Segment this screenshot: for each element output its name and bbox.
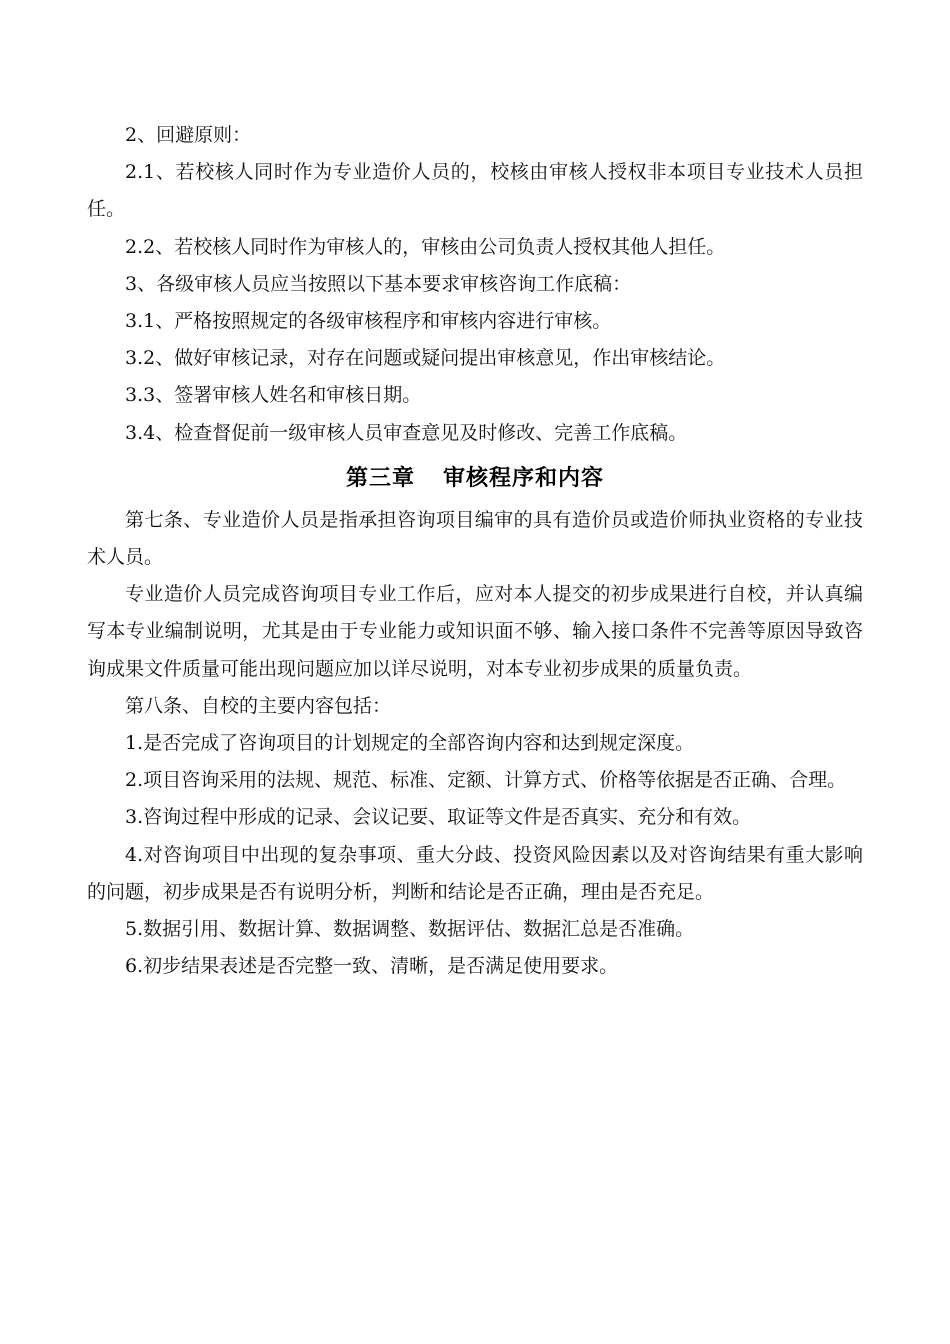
- paragraph-self-check-description: 专业造价人员完成咨询项目专业工作后，应对本人提交的初步成果进行自校，并认真编写本专业编制说明，尤其是由于专业能力或知识面不够、输入接口条件不完善等原因导致咨询成果文件质量可能出现问题应加以详尽说明，对本专业初步成果的质量负责。: [87, 583, 863, 680]
- paragraph-article-8: 第八条、自校的主要内容包括：: [125, 694, 392, 717]
- list-item-1: 1.是否完成了咨询项目的计划规定的全部咨询内容和达到规定深度。: [125, 732, 695, 755]
- list-item-2: 2.项目咨询采用的法规、规范、标准、定额、计算方式、价格等依据是否正确、合理。: [125, 769, 847, 792]
- chapter-heading: [87, 456, 863, 502]
- list-item-5: 5.数据引用、数据计算、数据调整、数据评估、数据汇总是否准确。: [125, 918, 695, 941]
- chapter-number: 第三章: [345, 465, 415, 491]
- document-body: [87, 117, 863, 985]
- paragraph-2-1: 2.1、若校核人同时作为专业造价人员的，校核由审核人授权非本项目专业技术人员担任。: [87, 161, 863, 221]
- paragraph-article-7: 第七条、专业造价人员是指承担咨询项目编审的具有造价员或造价师执业资格的专业技术人员。: [87, 508, 863, 569]
- paragraph-3-2: 3.2、做好审核记录，对存在问题或疑问提出审核意见，作出审核结论。: [125, 347, 726, 370]
- paragraph-3-1: 3.1、严格按照规定的各级审核程序和审核内容进行审核。: [125, 310, 612, 333]
- paragraph-3-3: 3.3、签署审核人姓名和审核日期。: [125, 384, 422, 407]
- list-item-6: 6.初步结果表述是否完整一致、清晰，是否满足使用要求。: [125, 955, 619, 978]
- list-item-3: 3.咨询过程中形成的记录、会议记要、取证等文件是否真实、充分和有效。: [125, 806, 752, 829]
- list-item-4: 4.对咨询项目中出现的复杂事项、重大分歧、投资风险因素以及对咨询结果有重大影响的问题，初步成果是否有说明分析，判断和结论是否正确，理由是否充足。: [87, 843, 863, 903]
- paragraph-3-4: 3.4、检查督促前一级审核人员审查意见及时修改、完善工作底稿。: [125, 421, 688, 444]
- paragraph-avoidance-principle: 2、回避原则：: [125, 124, 252, 146]
- paragraph-2-2: 2.2、若校核人同时作为审核人的，审核由公司负责人授权其他人担任。: [125, 235, 726, 258]
- paragraph-3: 3、各级审核人员应当按照以下基本要求审核咨询工作底稿：: [125, 272, 632, 295]
- chapter-title: 审核程序和内容: [443, 465, 605, 491]
